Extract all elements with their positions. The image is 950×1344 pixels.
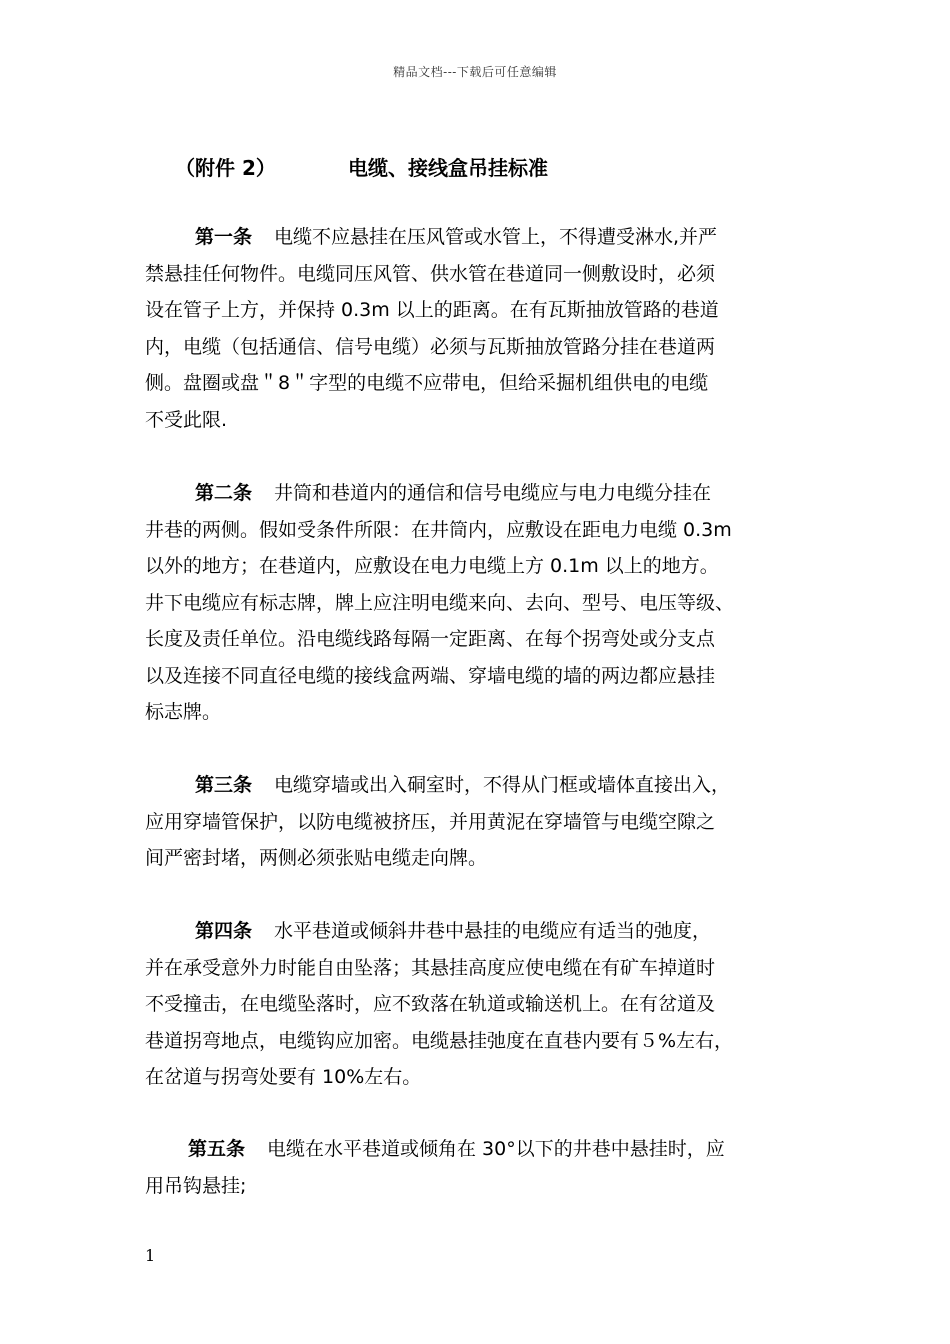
- document-title-row: [175, 152, 815, 182]
- page-header: 精品文档---下载后可任意编辑: [393, 65, 557, 79]
- article-text-line: 井巷的两侧。假如受条件所限：在井筒内，应敷设在距电力电缆 0.3m: [145, 518, 732, 541]
- article-2: [145, 475, 810, 731]
- article-text-line: 在岔道与拐弯处要有 10%左右。: [145, 1066, 422, 1088]
- article-text-line: 水平巷道或倾斜井巷中悬挂的电缆应有适当的弛度，: [274, 920, 712, 942]
- article-first-line: [145, 913, 810, 950]
- annex-label: （附件 2）: [175, 156, 276, 180]
- article-3: [145, 767, 810, 877]
- article-text-line: 间严密封堵，两侧必须张贴电缆走向牌。: [145, 847, 488, 869]
- article-text-line: 井下电缆应有标志牌，牌上应注明电缆来向、去向、型号、电压等级、: [145, 591, 735, 614]
- article-text-line: 标志牌。: [145, 701, 222, 723]
- article-text-line: 禁悬挂任何物件。电缆同压风管、供水管在巷道同一侧敷设时，必须: [145, 262, 716, 285]
- article-4: [145, 913, 810, 1096]
- article-text-line: 以及连接不同直径电缆的接线盒两端、穿墙电缆的墙的两边都应悬挂: [145, 664, 716, 687]
- article-text-line: 巷道拐弯地点，电缆钩应加密。电缆悬挂弛度在直巷内要有５%左右，: [145, 1029, 734, 1052]
- article-text-line: 侧。盘圈或盘＂8＂字型的电缆不应带电，但给采掘机组供电的电缆: [145, 372, 709, 394]
- article-first-line: [145, 219, 810, 256]
- article-1: [145, 219, 810, 438]
- article-5: [145, 1131, 810, 1204]
- article-text-line: 用吊钩悬挂;: [145, 1174, 247, 1197]
- article-text-line: 应用穿墙管保护，以防电缆被挤压，并用黄泥在穿墙管与电缆空隙之: [145, 810, 716, 833]
- article-text-line: 长度及责任单位。沿电缆线路每隔一定距离、在每个拐弯处或分支点: [145, 628, 716, 650]
- article-heading: 第四条: [195, 920, 253, 942]
- article-first-line: [145, 767, 810, 804]
- article-heading: 第三条: [195, 774, 253, 796]
- article-text-line: 以外的地方；在巷道内，应敷设在电力电缆上方 0.1m 以上的地方。: [145, 555, 719, 577]
- article-first-line: [145, 475, 810, 512]
- page-number: 1: [145, 1246, 156, 1265]
- article-text-line: 并在承受意外力时能自由坠落；其悬挂高度应使电缆在有矿车掉道时: [145, 956, 716, 979]
- article-text-line: 内，电缆（包括通信、信号电缆）必须与瓦斯抽放管路分挂在巷道两: [145, 335, 716, 358]
- article-heading: 第五条: [188, 1138, 246, 1160]
- article-text-line: 井筒和巷道内的通信和信号电缆应与电力电缆分挂在: [274, 482, 712, 504]
- article-heading: 第一条: [195, 226, 253, 248]
- article-text-line: 电缆不应悬挂在压风管或水管上，不得遭受淋水,并严: [274, 226, 718, 248]
- article-heading: 第二条: [195, 482, 253, 504]
- article-text-line: 电缆在水平巷道或倾角在 30°以下的井巷中悬挂时，应: [267, 1138, 725, 1160]
- article-text-line: 不受此限.: [145, 408, 228, 431]
- document-title: 电缆、接线盒吊挂标准: [348, 156, 548, 180]
- article-first-line: [145, 1131, 810, 1168]
- article-text-line: 电缆穿墙或出入硐室时，不得从门框或墙体直接出入，: [274, 774, 731, 796]
- article-text-line: 不受撞击，在电缆坠落时，应不致落在轨道或输送机上。在有岔道及: [145, 993, 716, 1015]
- article-text-line: 设在管子上方，并保持 0.3m 以上的距离。在有瓦斯抽放管路的巷道: [145, 299, 719, 321]
